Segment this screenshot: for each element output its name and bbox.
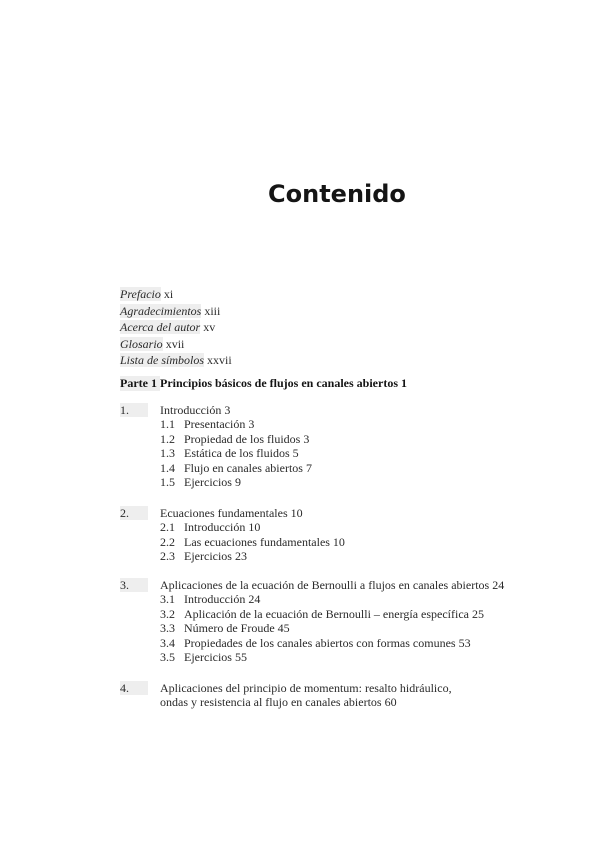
- section-title: Ejercicios 55: [184, 650, 247, 665]
- section-number: 1.1: [160, 417, 175, 432]
- section-entry: [160, 446, 312, 460]
- section-number: 3.5: [160, 650, 175, 665]
- section-number: 3.2: [160, 606, 175, 621]
- section-number: 1.5: [160, 475, 175, 490]
- section-entry: [160, 461, 312, 475]
- chapter-number: 4.: [120, 681, 148, 695]
- section-title: Flujo en canales abiertos 7: [184, 460, 312, 475]
- chapter-number: 3.: [120, 578, 148, 592]
- front-matter-item: Agradecimientos xiii: [120, 303, 221, 318]
- section-title: Propiedad de los fluidos 3: [184, 431, 310, 446]
- front-matter-list: [120, 286, 232, 369]
- section-entry: [160, 621, 484, 635]
- section-list: [160, 592, 484, 664]
- chapter-number: 2.: [120, 506, 148, 520]
- chapter-title-line: Ecuaciones fundamentales 10: [160, 506, 303, 520]
- chapter-title: [160, 681, 452, 710]
- front-matter-item: Glosario xvii: [120, 336, 185, 351]
- chapter-title: [160, 578, 504, 592]
- section-entry: [160, 417, 312, 431]
- part-title: Principios básicos de flujos en canales abiertos 1: [160, 376, 408, 390]
- section-list: [160, 520, 345, 563]
- section-number: 3.1: [160, 592, 175, 607]
- section-number: 2.2: [160, 534, 175, 549]
- section-list: [160, 417, 312, 489]
- section-number: 2.1: [160, 520, 175, 535]
- section-title: Ejercicios 9: [184, 475, 241, 490]
- section-entry: [160, 549, 345, 563]
- section-entry: [160, 607, 484, 621]
- chapter-title-line: Aplicaciones del principio de momentum: resalto hidráulico,: [160, 681, 452, 695]
- section-entry: [160, 535, 345, 549]
- section-title: Ejercicios 23: [184, 549, 247, 564]
- section-title: Presentación 3: [184, 417, 255, 432]
- chapter-title-line: ondas y resistencia al flujo en canales abiertos 60: [160, 695, 397, 710]
- front-matter-item: Acerca del autor xv: [120, 320, 216, 334]
- chapter-title: [160, 403, 230, 417]
- section-number: 1.2: [160, 431, 175, 446]
- chapter-number: 1.: [120, 403, 148, 417]
- section-entry: [160, 432, 312, 446]
- chapter-title-line: Introducción 3: [160, 403, 231, 417]
- section-title: Estática de los fluidos 5: [184, 446, 299, 461]
- front-matter-item: Lista de símbolos xxvii: [120, 353, 232, 367]
- section-entry: [160, 650, 484, 664]
- section-entry: [160, 475, 312, 489]
- section-number: 3.3: [160, 621, 175, 636]
- section-entry: [160, 520, 345, 534]
- part-heading: [120, 376, 407, 391]
- part-label: Parte 1: [120, 376, 160, 391]
- section-title: Las ecuaciones fundamentales 10: [184, 534, 345, 549]
- page-title: Contenido: [268, 180, 406, 208]
- section-title: Introducción 24: [184, 592, 261, 607]
- section-title: Número de Froude 45: [184, 621, 290, 636]
- section-number: 2.3: [160, 549, 175, 564]
- chapter-title: [160, 506, 303, 520]
- section-number: 3.4: [160, 635, 175, 650]
- section-title: Introducción 10: [184, 520, 261, 535]
- section-entry: [160, 592, 484, 606]
- section-number: 1.3: [160, 446, 175, 461]
- front-matter-item: Prefacio xi: [120, 287, 174, 301]
- section-title: Aplicación de la ecuación de Bernoulli – energía específica 25: [184, 606, 484, 621]
- chapter-title-line: Aplicaciones de la ecuación de Bernoulli a flujos en canales abiertos 24: [160, 578, 505, 592]
- section-title: Propiedades de los canales abiertos con formas comunes 53: [184, 635, 471, 650]
- section-number: 1.4: [160, 460, 175, 475]
- section-entry: [160, 636, 484, 650]
